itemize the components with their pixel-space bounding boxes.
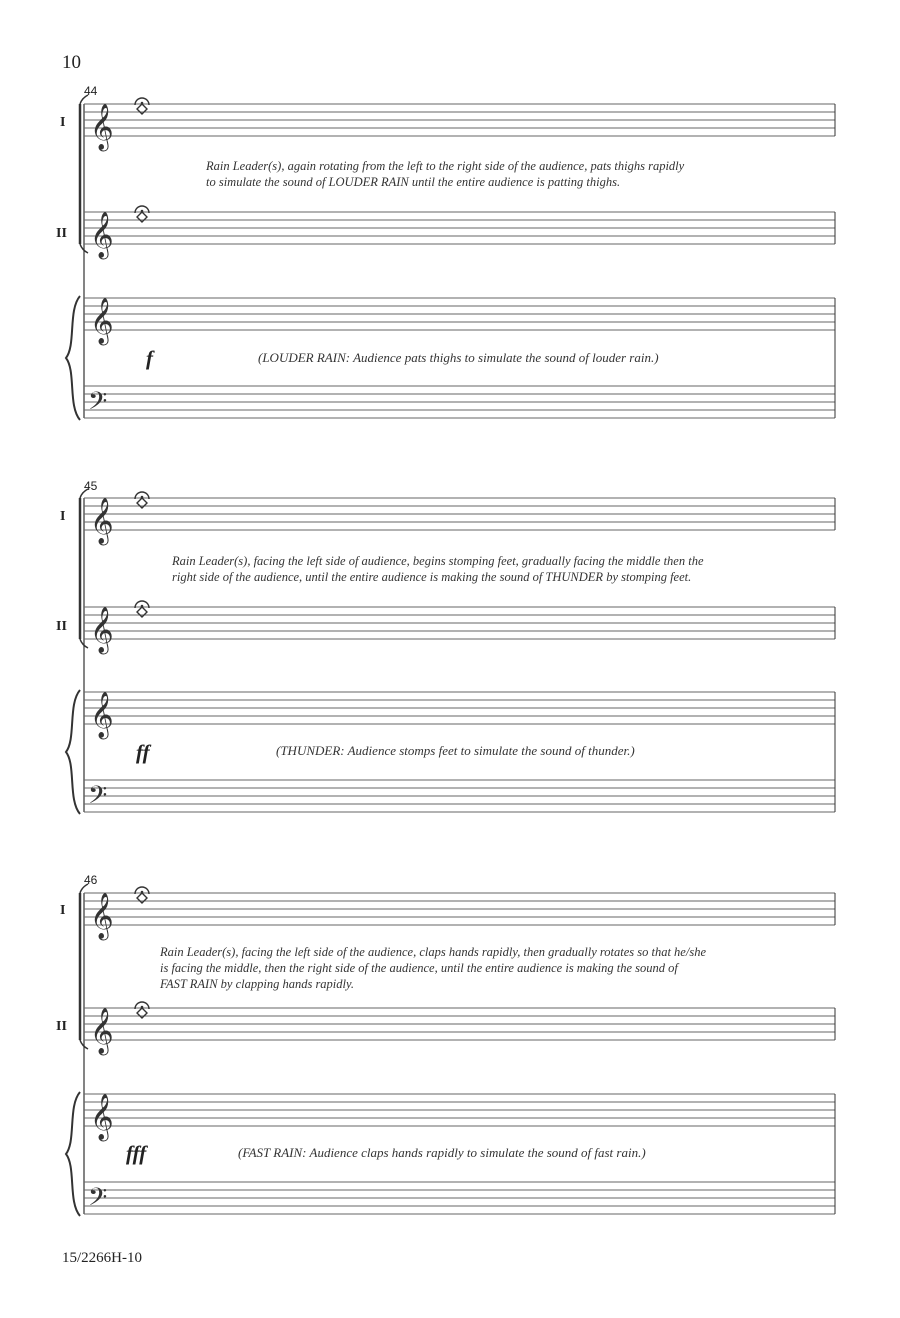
svg-text:𝄢: 𝄢	[88, 781, 108, 816]
svg-text:𝄞: 𝄞	[90, 212, 114, 258]
page-number: 10	[62, 52, 81, 73]
part-label-two: II	[56, 1019, 67, 1034]
audience-instruction: (LOUDER RAIN: Audience pats thighs to simulate the sound of louder rain.)	[258, 350, 659, 365]
svg-text:𝄞: 𝄞	[90, 298, 114, 344]
measure-number: 46	[84, 873, 98, 887]
part-label-one: I	[60, 115, 66, 130]
svg-text:𝄢: 𝄢	[88, 387, 108, 422]
dynamic-marking: ff	[136, 740, 150, 764]
catalog-number: 15/2266H-10	[62, 1250, 142, 1266]
part-label-one: I	[60, 903, 66, 918]
svg-text:𝄞: 𝄞	[90, 104, 114, 150]
part-label-two: II	[56, 619, 67, 634]
svg-text:𝄞: 𝄞	[90, 692, 114, 738]
audience-instruction: (THUNDER: Audience stomps feet to simulate the sound of thunder.)	[276, 743, 635, 758]
leader-instruction: Rain Leader(s), facing the left side of audience, begins stomping feet, gradually facing the middle then the right side of the audience, until the entire audience is making the sound of THUNDER by stomping feet.	[172, 554, 704, 584]
svg-text:𝄢: 𝄢	[88, 1183, 108, 1218]
measure-number: 44	[84, 84, 98, 98]
svg-text:𝄞: 𝄞	[90, 1094, 114, 1140]
measure-number: 45	[84, 479, 98, 493]
svg-text:𝄞: 𝄞	[90, 498, 114, 544]
svg-text:𝄞: 𝄞	[90, 1008, 114, 1054]
dynamic-marking: f	[146, 346, 153, 370]
svg-text:𝄞: 𝄞	[90, 893, 114, 939]
part-label-one: I	[60, 509, 66, 524]
leader-instruction: Rain Leader(s), facing the left side of the audience, claps hands rapidly, then gradually rotates so that he/she is facing the middle, then the right side of the audience, until the entire audience is making the sound of FAST RAIN by clapping hands rapidly.	[160, 945, 706, 991]
dynamic-marking: fff	[126, 1141, 147, 1165]
svg-text:𝄞: 𝄞	[90, 607, 114, 653]
leader-instruction: Rain Leader(s), again rotating from the left to the right side of the audience, pats thighs rapidly to simulate the sound of LOUDER RAIN until the entire audience is patting thighs.	[206, 159, 685, 189]
audience-instruction: (FAST RAIN: Audience claps hands rapidly to simulate the sound of fast rain.)	[238, 1145, 646, 1160]
part-label-two: II	[56, 226, 67, 241]
